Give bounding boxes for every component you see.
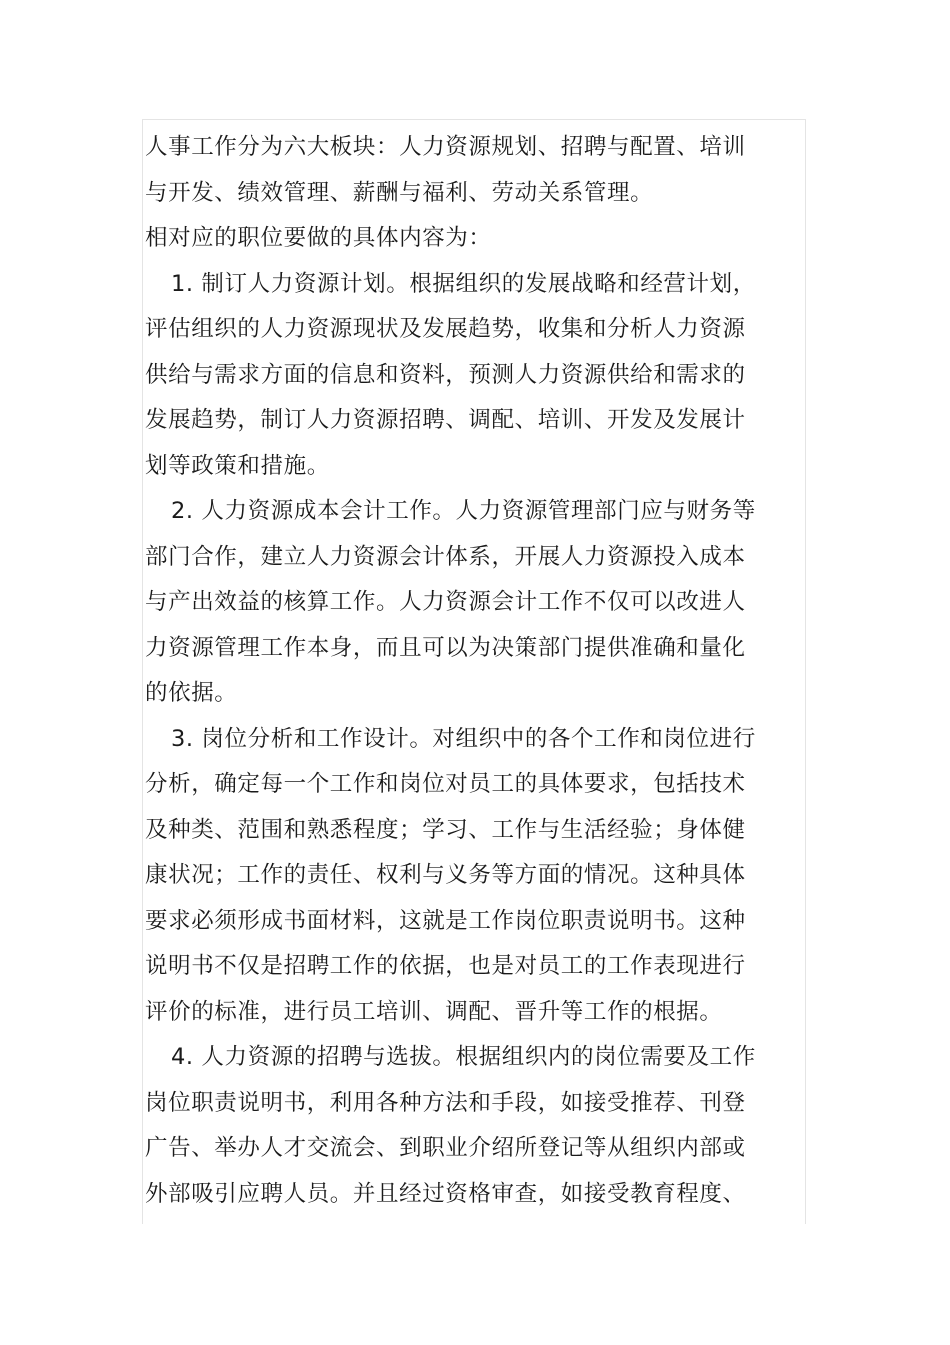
text-line: 部门合作，建立人力资源会计体系，开展人力资源投入成本 xyxy=(145,543,746,570)
text-line: 康状况；工作的责任、权利与义务等方面的情况。这种具体 xyxy=(145,862,746,888)
text-line: 与开发、绩效管理、薪酬与福利、劳动关系管理。 xyxy=(145,179,654,206)
text-line: 说明书不仅是招聘工作的依据，也是对员工的工作表现进行 xyxy=(145,953,746,979)
section-1-heading-line: 1. 制订人力资源计划。根据组织的发展战略和经营计划， xyxy=(171,270,756,297)
text-line: 外部吸引应聘人员。并且经过资格审查，如接受教育程度、 xyxy=(145,1180,746,1207)
text-line: 评价的标准，进行员工培训、调配、晋升等工作的根据。 xyxy=(145,998,723,1025)
text-line: 力资源管理工作本身，而且可以为决策部门提供准确和量化 xyxy=(145,634,746,661)
text-line: 岗位职责说明书，利用各种方法和手段，如接受推荐、刊登 xyxy=(145,1089,746,1116)
section-4-heading-line: 4. 人力资源的招聘与选拔。根据组织内的岗位需要及工作 xyxy=(171,1044,756,1070)
text-line: 人事工作分为六大板块：人力资源规划、招聘与配置、培训 xyxy=(145,134,746,160)
text-line: 评估组织的人力资源现状及发展趋势，收集和分析人力资源 xyxy=(145,316,746,342)
text-line: 分析，确定每一个工作和岗位对员工的具体要求，包括技术 xyxy=(145,771,746,797)
text-line: 广告、举办人才交流会、到职业介绍所登记等从组织内部或 xyxy=(145,1135,746,1161)
text-line: 要求必须形成书面材料，这就是工作岗位职责说明书。这种 xyxy=(145,907,746,934)
text-line: 划等政策和措施。 xyxy=(145,452,330,479)
text-line: 发展趋势，制订人力资源招聘、调配、培训、开发及发展计 xyxy=(145,407,746,433)
section-2-heading-line: 2. 人力资源成本会计工作。人力资源管理部门应与财务等 xyxy=(171,498,756,524)
text-line: 与产出效益的核算工作。人力资源会计工作不仅可以改进人 xyxy=(145,589,746,615)
text-line: 及种类、范围和熟悉程度；学习、工作与生活经验；身体健 xyxy=(145,816,746,843)
text-line: 供给与需求方面的信息和资料，预测人力资源供给和需求的 xyxy=(145,361,746,388)
section-3-heading-line: 3. 岗位分析和工作设计。对组织中的各个工作和岗位进行 xyxy=(171,725,756,752)
text-line: 相对应的职位要做的具体内容为： xyxy=(145,225,492,251)
document-body xyxy=(145,125,756,1217)
text-line: 的依据。 xyxy=(145,680,238,706)
